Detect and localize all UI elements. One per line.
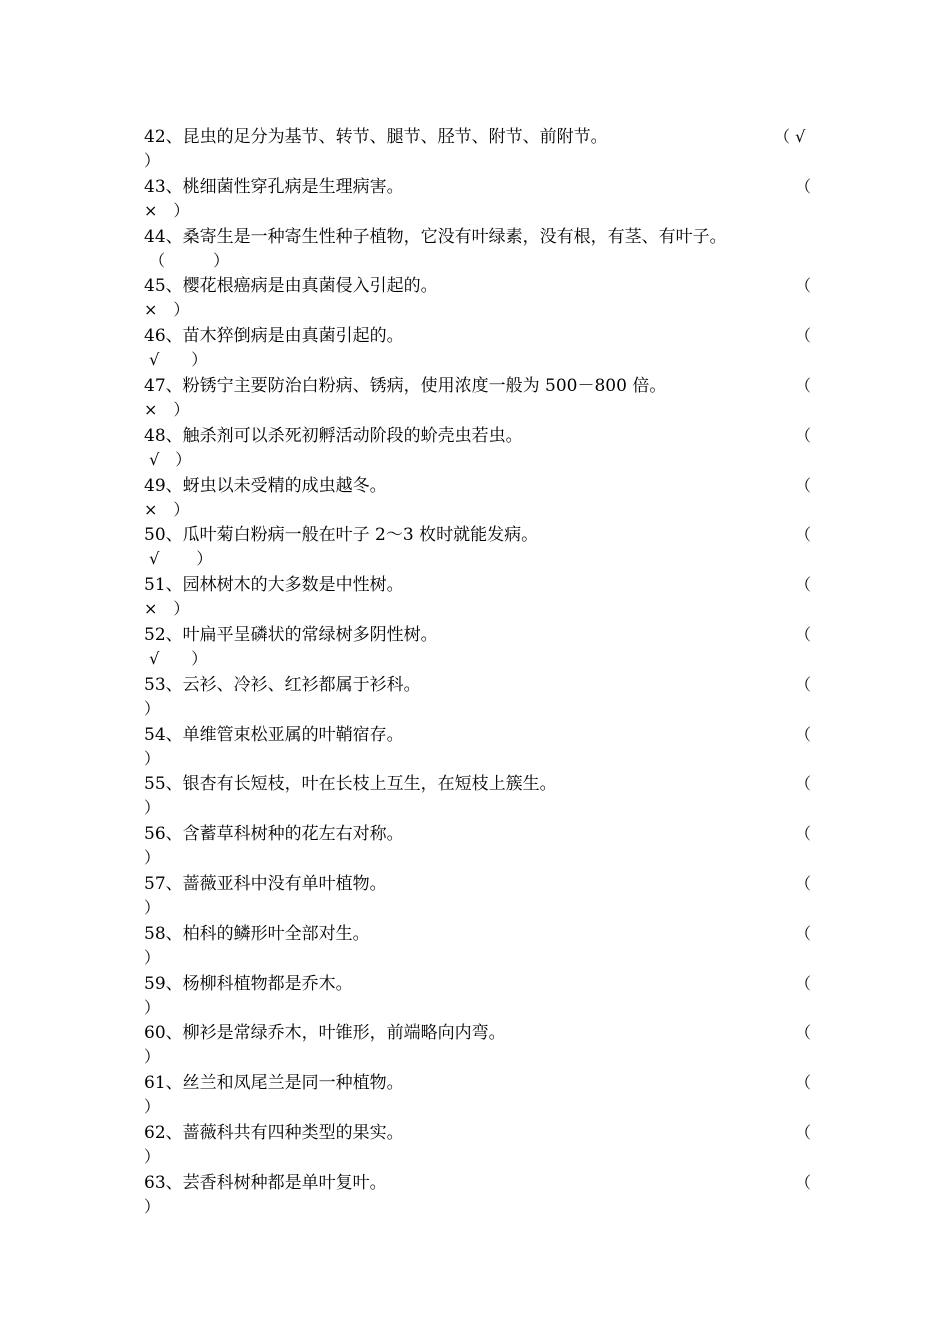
answer-paren-close: ） [144, 151, 161, 170]
question-text: 43、桃细菌性穿孔病是生理病害。 [144, 176, 404, 197]
question-text: 62、蔷薇科共有四种类型的果实。 [144, 1122, 404, 1143]
question-item [144, 821, 812, 871]
question-text: 54、单维管束松亚属的叶鞘宿存。 [144, 724, 404, 745]
question-item [144, 871, 812, 921]
question-text: 49、蚜虫以未受精的成虫越冬。 [144, 475, 387, 496]
answer-paren-open: （ [795, 923, 812, 943]
answer-paren-open: （ [795, 276, 812, 296]
answer-paren-open: （ [795, 774, 812, 794]
question-item [144, 1020, 812, 1070]
question-item [144, 771, 812, 821]
answer-paren-close: √ ） [144, 350, 208, 370]
answer-paren-close: × ） [144, 599, 190, 619]
answer-paren-open: （ [795, 674, 812, 694]
answer-paren-open: （ [795, 1172, 812, 1192]
question-text: 63、芸香科树种都是单叶复叶。 [144, 1172, 387, 1193]
question-item [144, 522, 812, 572]
answer-paren-close: √ ） [144, 648, 208, 668]
answer-paren-close: ） [144, 848, 161, 868]
answer-paren-open: （ [795, 1023, 812, 1043]
question-text: 47、粉锈宁主要防治白粉病、锈病，使用浓度一般为 500－800 倍。 [144, 375, 667, 396]
answer-paren-close: ） [144, 1097, 161, 1117]
answer-paren-close: ） [144, 997, 161, 1017]
question-item [144, 174, 812, 224]
answer-paren-close: × ） [144, 399, 190, 419]
answer-paren-open: （ [795, 375, 812, 395]
question-item [144, 971, 812, 1021]
answer-paren-close: ） [144, 897, 161, 917]
answer-paren-open: （ [795, 425, 812, 445]
answer-paren-close: ） [144, 1146, 161, 1166]
answer-paren-open: （ [795, 873, 812, 893]
question-item [144, 572, 812, 622]
answer-paren-open: （ [795, 575, 812, 595]
question-item [144, 273, 812, 323]
answer-paren-open: （ √ [774, 127, 806, 146]
answer-paren-open: （ [795, 624, 812, 644]
question-text: 55、银杏有长短枝，叶在长枝上互生，在短枝上簇生。 [144, 774, 557, 795]
answer-paren-close: √ ） [144, 549, 213, 569]
question-item [144, 1070, 812, 1120]
question-text: 56、含蓄草科树种的花左右对称。 [144, 824, 404, 845]
question-text: 53、云衫、冷衫、红衫都属于衫科。 [144, 674, 421, 695]
answer-paren-open: （ [795, 1122, 812, 1142]
question-item [144, 622, 812, 672]
question-text: 44、桑寄生是一种寄生性种子植物，它没有叶绿素，没有根，有茎、有叶子。 [144, 226, 727, 247]
answer-paren-open: （ [795, 475, 812, 495]
question-text: 60、柳衫是常绿乔木，叶锥形，前端略向内弯。 [144, 1023, 506, 1044]
question-text: 52、叶扁平呈磷状的常绿树多阴性树。 [144, 624, 438, 645]
answer-paren-close: ） [144, 798, 161, 818]
question-item [144, 224, 806, 274]
answer-paren-close: ） [144, 748, 161, 768]
question-item [144, 672, 812, 722]
answer-paren-close: ） [144, 698, 161, 718]
question-text: 42、昆虫的足分为基节、转节、腿节、胫节、附节、前附节。 [144, 127, 608, 147]
answer-paren-open: （ [795, 973, 812, 993]
question-item [144, 124, 806, 174]
question-text: 48、触杀剂可以杀死初孵活动阶段的蚧壳虫若虫。 [144, 425, 523, 446]
answer-paren-close: ） [144, 947, 161, 967]
answer-paren-open: （ [795, 525, 812, 545]
question-text: 51、园林树木的大多数是中性树。 [144, 575, 404, 596]
question-text: 46、苗木猝倒病是由真菌引起的。 [144, 326, 404, 347]
answer-paren-open: （ [795, 176, 812, 196]
answer-paren-close: × ） [144, 200, 190, 220]
question-item [144, 1170, 812, 1220]
question-text: 45、樱花根癌病是由真菌侵入引起的。 [144, 276, 438, 297]
answer-paren-open: （ [795, 326, 812, 346]
answer-paren-close: √ ） [144, 449, 192, 469]
question-list [144, 124, 812, 1220]
question-text: 61、丝兰和凤尾兰是同一种植物。 [144, 1073, 404, 1094]
question-item [144, 1120, 812, 1170]
answer-paren-open: （ [795, 724, 812, 744]
question-item [144, 323, 812, 373]
question-item [144, 473, 812, 523]
question-item [144, 921, 812, 971]
question-text: 58、柏科的鳞形叶全部对生。 [144, 923, 370, 944]
answer-paren-close: ） [144, 1047, 161, 1067]
question-text: 57、蔷薇亚科中没有单叶植物。 [144, 873, 387, 894]
question-item [144, 423, 812, 473]
answer-paren-close: ） [144, 1196, 161, 1216]
answer-paren-close: （ ） [144, 250, 230, 270]
answer-paren-open: （ [795, 824, 812, 844]
question-text: 50、瓜叶菊白粉病一般在叶子 2～3 枚时就能发病。 [144, 525, 539, 546]
question-text: 59、杨柳科植物都是乔木。 [144, 973, 353, 994]
answer-paren-open: （ [795, 1073, 812, 1093]
question-item [144, 722, 812, 772]
answer-paren-close: × ） [144, 300, 190, 320]
question-item [144, 373, 812, 423]
answer-paren-close: × ） [144, 499, 190, 519]
